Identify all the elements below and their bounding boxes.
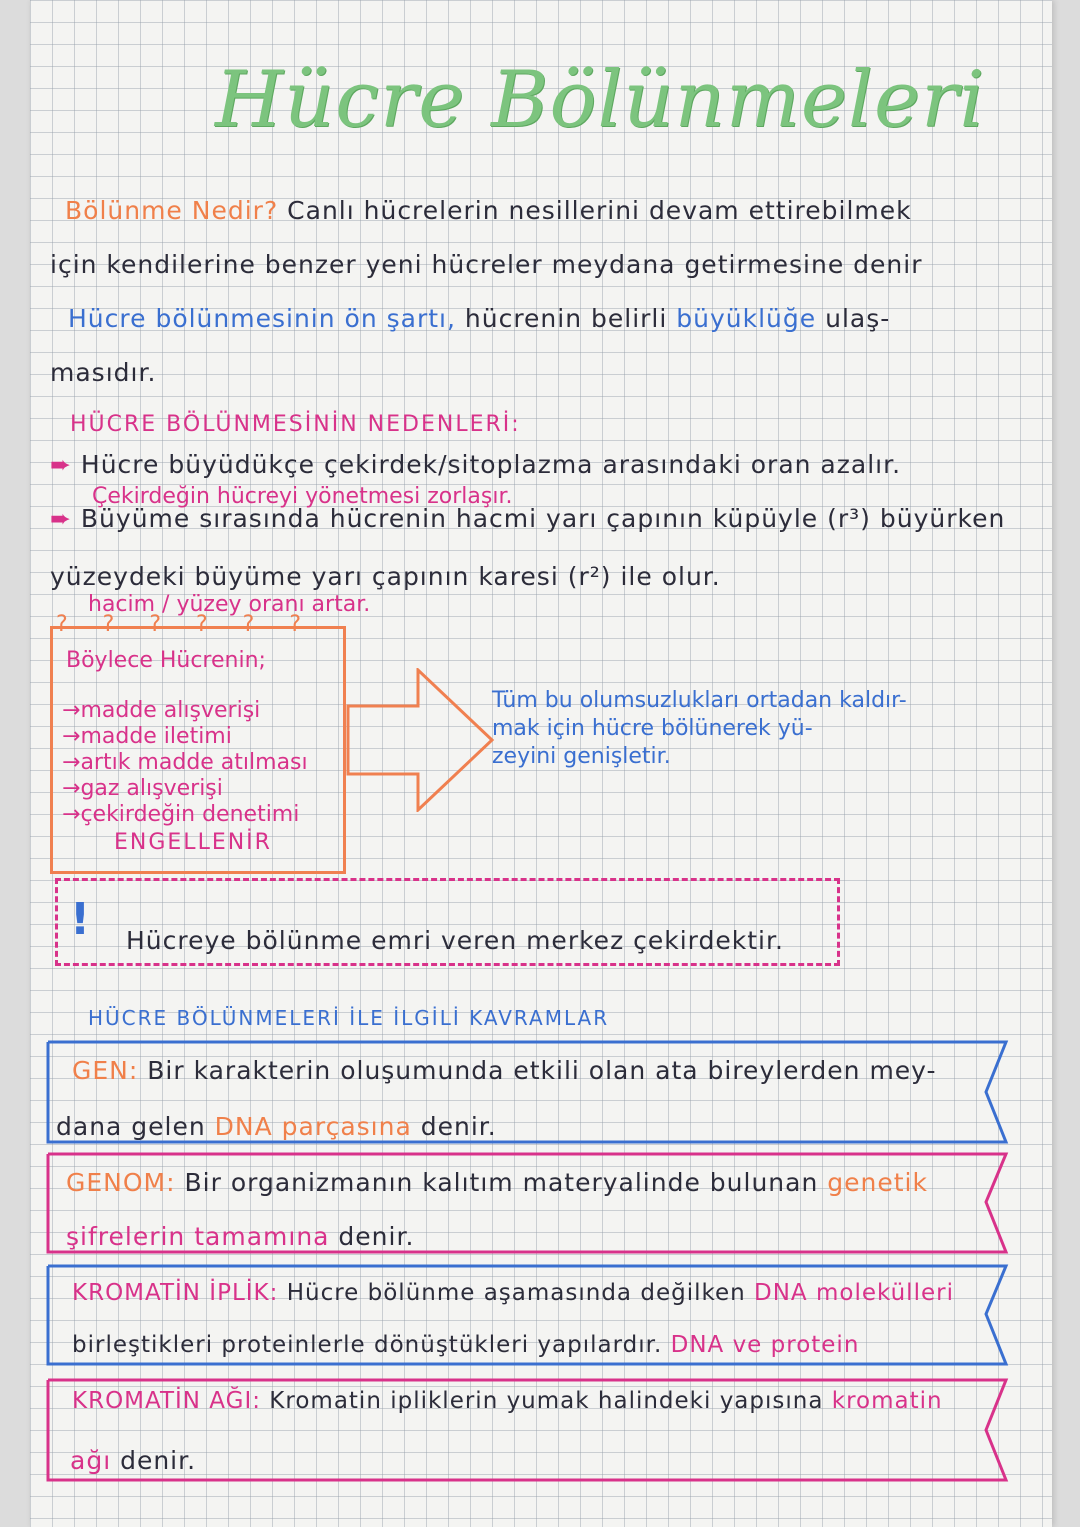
note-text: Hücreye bölünme emri veren merkez çekirdektir. [126,926,784,955]
kromatin-line-1 [72,1280,954,1306]
genom-def-2b: denir. [329,1222,415,1251]
cause-2-cont: yüzeydeki büyüme yarı çapının karesi (r²) ile olur. [50,562,721,591]
page-title: Hücre Bölünmeleri [215,55,986,145]
effect-item-4-text: gaz alışverişi [80,776,223,801]
genom-line-1 [66,1168,928,1197]
kromatin-def-1: Hücre bölünme aşamasında değilken [278,1280,755,1306]
gen-def-1: Bir karakterin oluşumunda etkili olan ata bireylerden mey- [138,1056,937,1085]
gen-def-2a: dana gelen [56,1112,215,1141]
kromatin-dna: DNA molekülleri [754,1280,954,1306]
gen-term: GEN: [72,1056,139,1085]
genom-def-1: Bir organizmanın kalıtım materyalinde bulunan [175,1168,828,1197]
effects-title: Böylece Hücrenin; [66,648,266,673]
genom-term: GENOM: [66,1168,176,1197]
genom-codes: şifrelerin tamamına [66,1222,330,1251]
effect-item-4 [62,776,223,801]
genom-line-2 [66,1222,414,1251]
kromatin-ag-line-1 [72,1388,943,1414]
arrow-bullet-icon: ➨ [50,504,81,533]
intro-condition: Hücre bölünmesinin ön şartı, [68,304,456,333]
intro-text-3b: ulaş- [816,304,891,333]
cause-1-sub: Çekirdeğin hücreyi yönetmesi zorlaşır. [92,484,513,509]
effect-item-3-text: artık madde atılması [80,750,308,775]
intro-line-3 [68,304,890,333]
effect-item-1 [62,698,260,723]
effect-item-3 [62,750,308,775]
result-line-1: Tüm bu olumsuzlukları ortadan kaldır- [492,688,907,713]
effects-footer: ENGELLENİR [114,830,272,855]
small-arrow-icon: → [62,776,81,801]
cause-1 [50,450,901,479]
small-arrow-icon: → [62,802,81,827]
intro-line-4: masıdır. [50,358,157,387]
effect-item-5 [62,802,299,827]
causes-heading: HÜCRE BÖLÜNMESİNİN NEDENLERİ: [70,412,521,437]
cause-2-text: Büyüme sırasında hücrenin hacmi yarı çapının küpüyle (r³) büyürken [80,504,1006,533]
effect-item-5-text: çekirdeğin denetimi [80,802,300,827]
notebook-page [30,0,1052,1527]
gen-def-2c: denir. [411,1112,497,1141]
question-marks: ? ? ? ? ? ? [56,612,316,637]
intro-line-2: için kendilerine benzer yeni hücreler meydana getirmesine denir [50,250,923,279]
kromatin-line-2 [72,1332,859,1358]
effect-item-2 [62,724,232,749]
kromatin-ag-term: KROMATİN AĞI: [72,1388,261,1414]
cause-2-sub: hacim / yüzey oranı artar. [88,592,371,617]
cause-2 [50,504,1005,533]
kromatin-ag-net: ağı [70,1446,112,1475]
effect-item-2-text: madde iletimi [80,724,232,749]
kromatin-dna-protein: DNA ve protein [670,1332,860,1358]
cause-1-text: Hücre büyüdükçe çekirdek/sitoplazma arasındaki oran azalır. [80,450,902,479]
result-line-2: mak için hücre bölünerek yü- [492,716,813,741]
intro-text-1: Canlı hücrelerin nesillerini devam ettirebilmek [278,196,912,225]
arrow-bullet-icon: ➨ [50,450,81,479]
small-arrow-icon: → [62,724,81,749]
big-arrow-icon [346,668,496,812]
effect-item-1-text: madde alışverişi [80,698,261,723]
intro-label: Bölünme Nedir? [65,196,279,225]
intro-size: büyüklüğe [676,304,817,333]
small-arrow-icon: → [62,750,81,775]
intro-text-3: hücrenin belirli [455,304,677,333]
warning-icon: ! [70,894,91,945]
gen-line-2 [56,1112,497,1141]
genom-genetic: genetik [827,1168,928,1197]
small-arrow-icon: → [62,698,81,723]
kromatin-term: KROMATİN İPLİK: [72,1280,279,1306]
kromatin-def-2a: birleştikleri proteinlerle dönüştükleri yapılardır. [72,1332,671,1358]
kromatin-ag-word: kromatin [831,1388,943,1414]
gen-dna: DNA parçasına [214,1112,412,1141]
kromatin-ag-def-2b: denir. [111,1446,197,1475]
concepts-heading: HÜCRE BÖLÜNMELERİ İLE İLGİLİ KAVRAMLAR [88,1006,610,1030]
kromatin-ag-def-1: Kromatin ipliklerin yumak halindeki yapısına [261,1388,832,1414]
kromatin-ag-line-2 [70,1446,196,1475]
gen-line-1 [72,1056,937,1085]
intro-line-1 [65,196,912,225]
result-line-3: zeyini genişletir. [492,744,671,769]
